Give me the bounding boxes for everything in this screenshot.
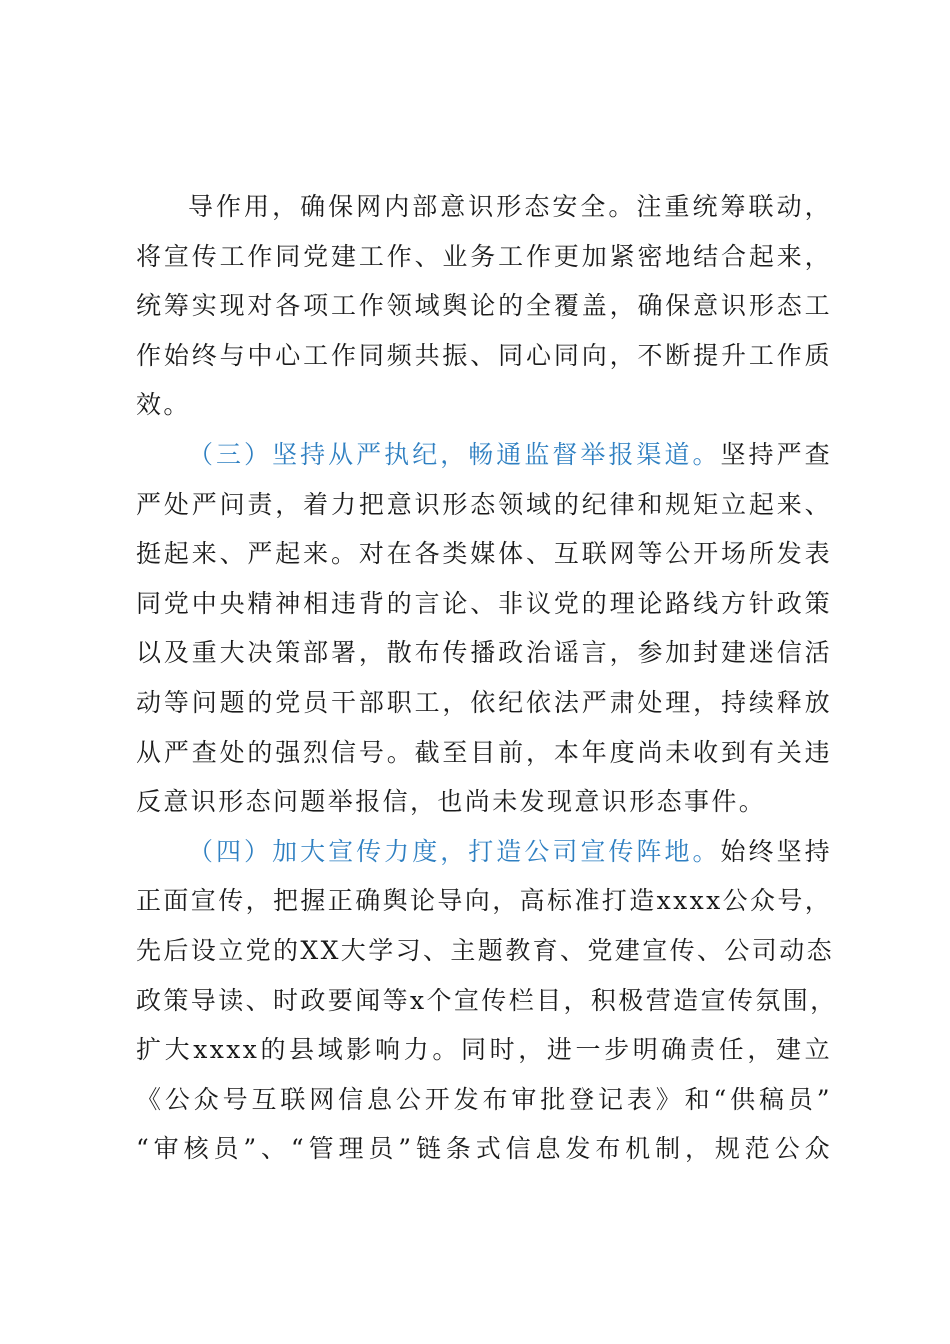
para3-line-6: 《公众号互联网信息公开发布审批登记表》和“供稿员” (136, 1084, 832, 1114)
para2-first-line-rest: 坚持严查 (720, 439, 832, 469)
para2-first-line (136, 430, 832, 480)
para2-line-6: 动等问题的党员干部职工，依纪依法严肃处理，持续释放 (136, 687, 832, 717)
para2-line-2: 严处严问责，着力把意识形态领域的纪律和规矩立起来、 (136, 489, 832, 519)
para1-line-5: 效。 (136, 390, 191, 420)
para3-first-line-rest: 始终坚持 (720, 836, 832, 866)
section-heading-three: （三）坚持从严执纪，畅通监督举报渠道。 (188, 439, 721, 469)
para1-line-4: 作始终与中心工作同频共振、同心同向，不断提升工作质 (136, 340, 832, 370)
para3-line-3: 先后设立党的XX大学习、主题教育、党建宣传、公司动态 (136, 935, 834, 965)
para3-first-line (136, 827, 832, 877)
para1-line-1: 导作用，确保网内部意识形态安全。注重统筹联动， (188, 192, 832, 221)
para2-line-4: 同党中央精神相违背的言论、非议党的理论路线方针政策 (136, 588, 832, 618)
para1-line-3: 统筹实现对各项工作领域舆论的全覆盖，确保意识形态工 (136, 291, 832, 321)
section-heading-four: （四）加大宣传力度，打造公司宣传阵地。 (188, 836, 721, 866)
para2-line-5: 以及重大决策部署，散布传播政治谣言，参加封建迷信活 (136, 638, 832, 668)
para1-line-2: 将宣传工作同党建工作、业务工作更加紧密地结合起来， (136, 241, 832, 271)
para3-line-5: 扩大xxxx的县域影响力。同时，进一步明确责任，建立 (136, 1035, 832, 1065)
para2-line-7: 从严查处的强烈信号。截至目前，本年度尚未收到有关违 (136, 737, 832, 767)
para2-line-3: 挺起来、严起来。对在各类媒体、互联网等公开场所发表 (136, 539, 832, 569)
para3-line-2: 正面宣传，把握正确舆论导向，高标准打造xxxx公众号， (136, 886, 833, 916)
para3-line-4: 政策导读、时政要闻等x个宣传栏目，积极营造宣传氛围， (136, 985, 838, 1015)
para2-line-8: 反意识形态问题举报信，也尚未发现意识形态事件。 (136, 787, 767, 817)
para3-line-7: “审核员”、“管理员”链条式信息发布机制，规范公众 (136, 1134, 832, 1164)
document-body (136, 182, 838, 1174)
